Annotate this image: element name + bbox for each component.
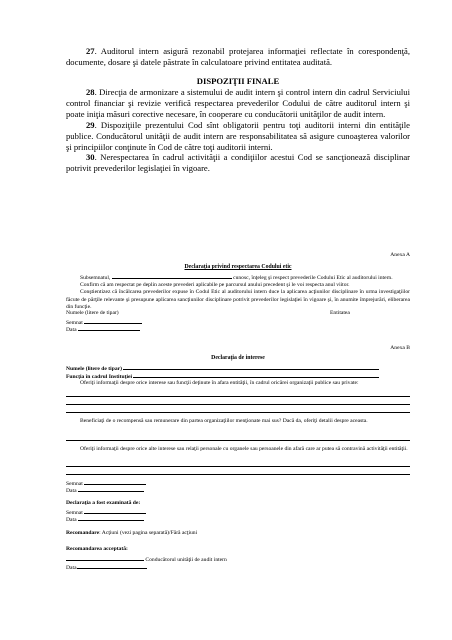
date-blank[interactable] bbox=[77, 563, 147, 569]
function-blank[interactable] bbox=[133, 372, 379, 378]
name-blank[interactable] bbox=[123, 364, 379, 370]
label-text: Semnat bbox=[66, 320, 83, 326]
date-blank[interactable] bbox=[78, 515, 144, 521]
articles-28-30 bbox=[66, 87, 410, 174]
annex-b-title: Declaraţia de interese bbox=[211, 355, 265, 361]
declaration-text: Conştientizez că încălcarea prevederilor expuse în Codul Etic al auditorului intern duce la aplicarea acţiunilor disciplinare în urma investigaţiilor făcute de părţile relevante şi presupune aplicarea sancţiunilor disciplinare potrivit prevederilor legislaţiei în vigoare şi, în anumite împrejurări, eliberarea din funcţie. bbox=[66, 289, 410, 310]
annex-a-title: Declaraţia privind respectarea Codului etic bbox=[184, 264, 292, 270]
label-text: Data bbox=[66, 517, 77, 523]
final-provisions-heading: DISPOZIŢII FINALE bbox=[196, 76, 280, 86]
label-text: Recomandare bbox=[66, 530, 100, 536]
answer-line[interactable] bbox=[66, 404, 410, 405]
label-text: Data bbox=[66, 565, 77, 571]
question-3 bbox=[66, 446, 410, 453]
declaration-text: Confirm că am respectat pe deplin aceste prevederi aplicabile pe parcursul anului precedent şi le voi respecta anul viitor. bbox=[80, 282, 350, 289]
article-number: 28 bbox=[86, 87, 95, 97]
article-27 bbox=[66, 46, 410, 68]
sign-blank[interactable] bbox=[84, 318, 142, 324]
answer-line[interactable] bbox=[66, 474, 410, 475]
label-text: Data bbox=[66, 488, 77, 494]
accepted-label: Recomandarea acceptată: bbox=[66, 546, 128, 552]
article-number: 30 bbox=[86, 152, 95, 163]
label-text: Funcţia în cadrul Instituţiei bbox=[66, 374, 133, 380]
answer-line[interactable] bbox=[66, 466, 410, 467]
declaration-text: cunosc, înţeleg şi respect prevederile Codului Etic al auditorului intern. bbox=[231, 275, 393, 281]
answer-line[interactable] bbox=[66, 412, 410, 413]
date-blank[interactable] bbox=[78, 325, 140, 331]
declaration-text: Subsemnatul, bbox=[80, 275, 112, 281]
label-text: Conducătorul unităţii de audit intern bbox=[145, 557, 227, 563]
question-1 bbox=[66, 380, 410, 387]
label-text: Data bbox=[66, 327, 77, 333]
label-text: Semnat bbox=[66, 510, 83, 516]
article-text: . Direcţia de armonizare a sistemului de audit intern şi control intern din cadrul Serviciului control financiar şi revizie verifică respectarea prevederilor Codului de către auditorul intern şi poate iniţia măsuri corective necesare, în cooperare cu conducătorii unităţilor de audit intern. bbox=[66, 87, 410, 119]
recommendation-line bbox=[66, 530, 197, 537]
sign-blank[interactable] bbox=[84, 508, 146, 514]
article-number: 29 bbox=[86, 119, 95, 130]
answer-line[interactable] bbox=[66, 440, 410, 441]
annex-a-body bbox=[66, 273, 410, 311]
date-field bbox=[66, 515, 144, 524]
recommendation-options: : Acţiuni (vezi pagina separată)/Fără acţiuni bbox=[99, 530, 198, 536]
question-2 bbox=[66, 418, 410, 425]
name-blank[interactable] bbox=[112, 273, 232, 279]
article-text: . Auditorul intern asigură rezonabil protejarea informaţiei reflectate în corespondenţă, documente, dosare şi datele păstrate în calculatoare privind entitatea auditată. bbox=[66, 46, 410, 67]
answer-line[interactable] bbox=[66, 396, 410, 397]
date-field bbox=[66, 325, 140, 334]
article-number: 27 bbox=[86, 46, 95, 56]
article-text: . Dispoziţiile prezentului Cod sînt obligatorii pentru toţi auditorii interni din entităţile publice. Conducătorul unităţii de audit intern are responsabilitatea să asigure cunoaşterea valorilor şi principiilor conţinute în Cod de către toţi auditorii interni. bbox=[66, 119, 410, 152]
article-text: . Nerespectarea în cadrul activităţii a condiţiilor acestui Cod se sancţionează disciplinar potrivit prevederilor legislaţiei în vigoare. bbox=[66, 152, 410, 174]
annex-a-label: Anexa A bbox=[390, 252, 410, 258]
date-field bbox=[66, 486, 144, 495]
question-text: Oferiţi informaţii despre orice alte interese sau relaţii personale cu organele sau persoanele din afară care ar putea să contravină activităţii entităţii. bbox=[80, 446, 408, 452]
name-label bbox=[66, 310, 119, 317]
question-text: Oferiţi informaţii despre orice interese sau funcţii deţinute în afara entităţii, în cadrul oricărei organizaţii publice sau private: bbox=[80, 380, 359, 386]
annex-b-label: Anexa B bbox=[390, 345, 410, 351]
examined-label: Declaraţia a fost examinată de: bbox=[66, 500, 141, 506]
date-field bbox=[66, 563, 147, 572]
question-text: Beneficiaţi de o recompensă sau remunerare din partea organizaţiilor menţionate mai sus? Dacă da, oferiţi detalii despre aceasta. bbox=[80, 418, 368, 424]
label-text: Numele (litere de tipar) bbox=[66, 310, 119, 316]
signature-blank[interactable] bbox=[66, 555, 144, 561]
sign-blank[interactable] bbox=[84, 479, 146, 485]
entity-label: Entitatea bbox=[330, 310, 350, 316]
date-blank[interactable] bbox=[78, 486, 144, 492]
label-text: Semnat bbox=[66, 481, 83, 487]
label-text: Numele (litere de tipar) bbox=[66, 366, 122, 372]
